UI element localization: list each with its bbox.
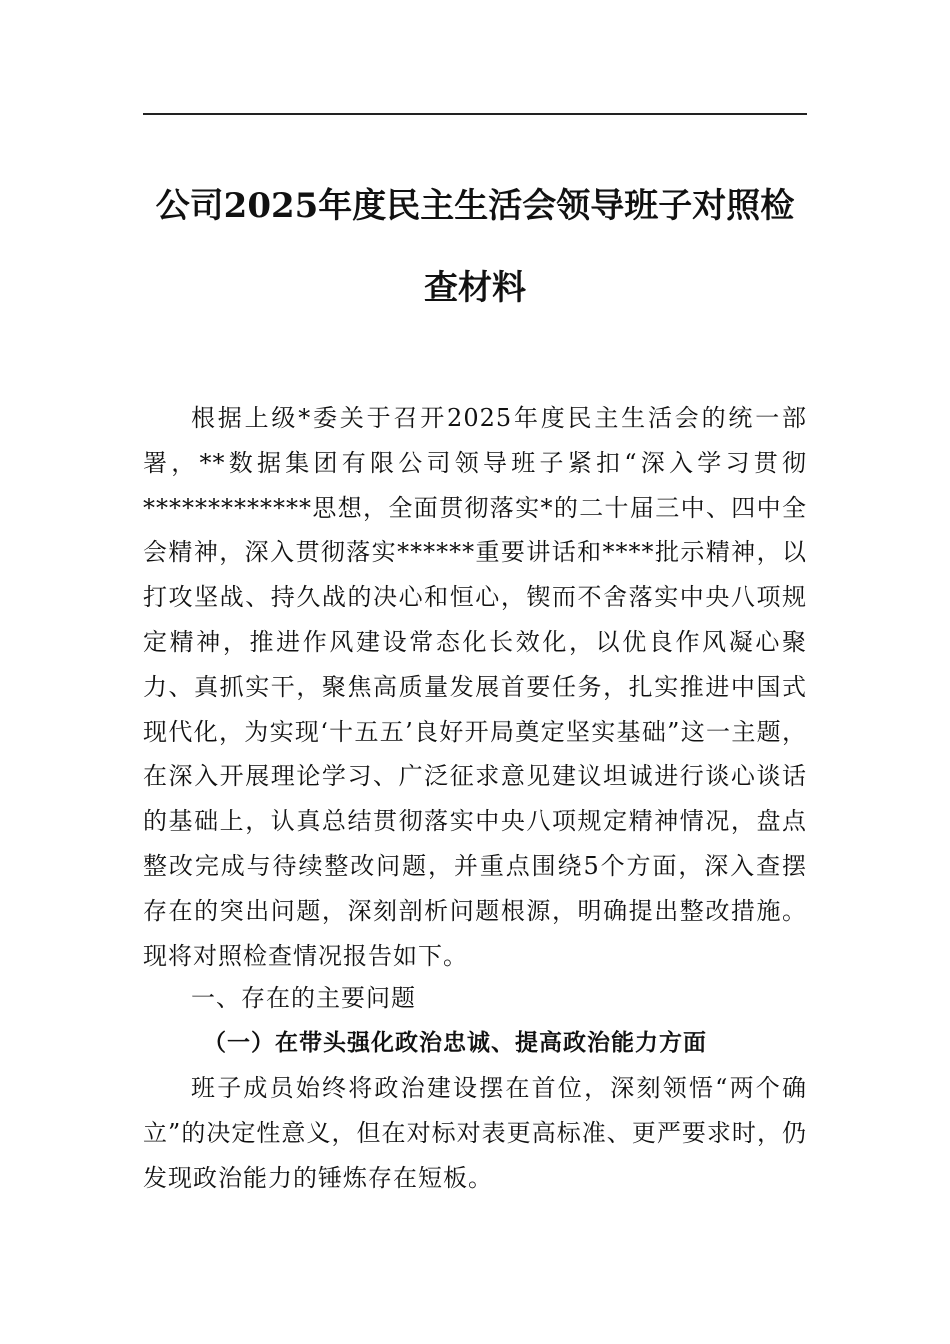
subsection-heading-1: （一）在带头强化政治忠诚、提高政治能力方面 <box>203 1029 707 1056</box>
subsection-paragraph-1: 班子成员始终将政治建设摆在首位，深刻领悟“两个确立”的决定性意义，但在对标对表更高标准、更严要求时，仍发现政治能力的锤炼存在短板。 <box>143 1074 807 1192</box>
title-line-1: 公司2025年度民主生活会领导班子对照检 <box>155 186 795 226</box>
title-line-2: 查材料 <box>424 268 526 308</box>
section-heading-1: 一、存在的主要问题 <box>191 984 416 1012</box>
header-rule <box>143 113 807 115</box>
intro-paragraph: 根据上级*委关于召开2025年度民主生活会的统一部署，**数据集团有限公司领导班子紧扣“深入学习贯彻*************思想，全面贯彻落实*的二十届三中、四中全会精神，深入贯彻落实******重要讲话和****批示精神，以打攻坚战、持久战的决心和恒心，锲而不舍落实中央八项规定精神，推进作风建设常态化长效化，以优良作风凝心聚力、真抓实干，聚焦高质量发展首要任务，扎实推进中国式现代化，为实现‘十五五’良好开局奠定坚实基础”这一主题，在深入开展理论学习、广泛征求意见建议坦诚进行谈心谈话的基础上，认真总结贯彻落实中央八项规定精神情况，盘点整改完成与待续整改问题，并重点围绕5个方面，深入查摆存在的突出问题，深刻剖析问题根源，明确提出整改措施。现将对照检查情况报告如下。 <box>143 404 807 970</box>
document-title <box>143 165 807 329</box>
